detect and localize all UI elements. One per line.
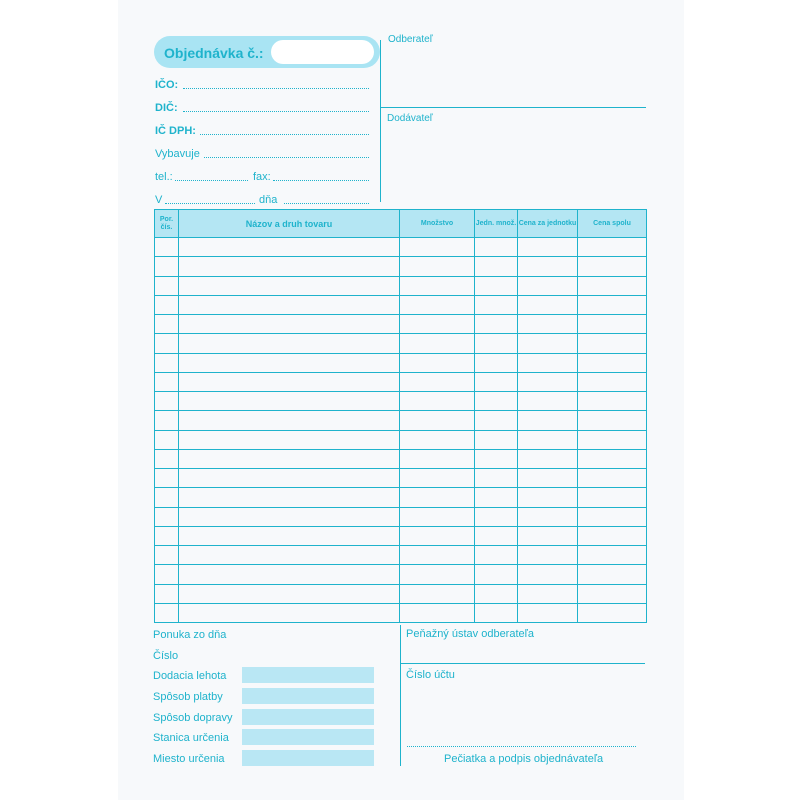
table-cell[interactable] [518,411,578,430]
table-row [155,584,647,603]
table-cell[interactable] [179,430,400,449]
vybavuje-line[interactable] [204,157,369,158]
dodacia-lehota-label: Dodacia lehota [153,670,227,682]
table-row [155,469,647,488]
signature-line[interactable] [407,746,636,747]
table-cell[interactable] [518,449,578,468]
table-cell[interactable] [155,507,179,526]
table-cell[interactable] [475,584,518,603]
table-cell[interactable] [400,334,475,353]
table-cell[interactable] [518,430,578,449]
table-cell[interactable] [578,565,647,584]
tel-label: tel.: [155,171,173,183]
ponuka-label: Ponuka zo dňa [153,629,227,641]
table-cell[interactable] [578,546,647,565]
vybavuje-label: Vybavuje [155,148,200,160]
table-cell[interactable] [179,334,400,353]
table-cell[interactable] [578,584,647,603]
header-divider [380,40,381,202]
table-cell[interactable] [475,372,518,391]
stanica-urcenia-field[interactable] [242,729,374,745]
sposob-dopravy-label: Spôsob dopravy [153,712,233,724]
table-cell[interactable] [578,372,647,391]
table-cell[interactable] [518,353,578,372]
table-row [155,315,647,334]
table-cell[interactable] [155,469,179,488]
table-cell[interactable] [179,295,400,314]
table-cell[interactable] [155,565,179,584]
fax-label: fax: [253,171,271,183]
table-cell[interactable] [155,449,179,468]
order-title: Objednávka č.: [164,45,264,61]
table-cell[interactable] [475,295,518,314]
table-row [155,449,647,468]
v-line[interactable] [165,203,255,204]
table-cell[interactable] [400,411,475,430]
miesto-urcenia-field[interactable] [242,750,374,766]
table-cell[interactable] [179,353,400,372]
items-body [155,238,647,623]
dna-label: dňa [259,194,278,206]
col-header-mnozstvo: Množstvo [400,210,475,238]
table-row [155,276,647,295]
table-cell[interactable] [400,372,475,391]
table-cell[interactable] [475,353,518,372]
table-cell[interactable] [475,526,518,545]
table-row [155,488,647,507]
table-cell[interactable] [578,295,647,314]
table-cell[interactable] [475,334,518,353]
items-table [154,209,647,623]
table-cell[interactable] [578,526,647,545]
footer-divider [400,625,401,766]
table-cell[interactable] [578,334,647,353]
table-cell[interactable] [578,392,647,411]
table-cell[interactable] [578,488,647,507]
table-row [155,565,647,584]
dic-line[interactable] [183,111,369,112]
table-row [155,526,647,545]
table-row [155,392,647,411]
sposob-platby-field[interactable] [242,688,374,704]
table-cell[interactable] [518,295,578,314]
table-cell[interactable] [475,488,518,507]
table-cell[interactable] [475,469,518,488]
table-cell[interactable] [179,584,400,603]
table-row [155,353,647,372]
table-row [155,295,647,314]
table-cell[interactable] [179,526,400,545]
table-cell[interactable] [179,257,400,276]
table-cell[interactable] [578,353,647,372]
table-cell[interactable] [475,507,518,526]
v-label: V [155,194,163,206]
odberatel-label: Odberateľ [388,34,433,45]
table-cell[interactable] [400,238,475,257]
table-cell[interactable] [400,276,475,295]
ico-line[interactable] [183,88,369,89]
table-cell[interactable] [155,584,179,603]
table-cell[interactable] [400,449,475,468]
table-cell[interactable] [155,392,179,411]
table-cell[interactable] [518,469,578,488]
table-cell[interactable] [578,430,647,449]
table-cell[interactable] [475,238,518,257]
table-cell[interactable] [400,565,475,584]
sposob-dopravy-field[interactable] [242,709,374,725]
table-cell[interactable] [179,238,400,257]
table-cell[interactable] [578,411,647,430]
table-cell[interactable] [155,430,179,449]
table-cell[interactable] [400,488,475,507]
table-cell[interactable] [400,584,475,603]
table-cell[interactable] [400,392,475,411]
table-cell[interactable] [155,372,179,391]
table-cell[interactable] [155,526,179,545]
table-cell[interactable] [475,565,518,584]
table-cell[interactable] [179,546,400,565]
table-cell[interactable] [155,603,179,622]
table-cell[interactable] [179,603,400,622]
table-cell[interactable] [155,411,179,430]
stanica-urcenia-label: Stanica určenia [153,732,229,744]
sposob-platby-label: Spôsob platby [153,691,223,703]
ico-label: IČO: [155,79,179,91]
table-cell[interactable] [475,546,518,565]
dodavatel-label: Dodávateľ [387,113,433,124]
signature-label: Pečiatka a podpis objednávateľa [444,753,604,765]
dic-label: DIČ: [155,102,178,114]
table-cell[interactable] [400,507,475,526]
table-cell[interactable] [155,488,179,507]
col-header-nazov: Názov a druh tovaru [179,210,400,238]
table-cell[interactable] [475,430,518,449]
dna-line[interactable] [284,203,369,204]
cislo-uctu-label: Číslo účtu [406,669,455,681]
table-cell[interactable] [155,353,179,372]
penazny-ustav-divider [400,663,645,664]
table-cell[interactable] [518,392,578,411]
table-cell[interactable] [179,372,400,391]
table-row [155,546,647,565]
table-cell[interactable] [578,603,647,622]
table-cell[interactable] [578,315,647,334]
table-cell[interactable] [518,603,578,622]
table-cell[interactable] [179,507,400,526]
table-cell[interactable] [518,526,578,545]
table-cell[interactable] [400,315,475,334]
table-cell[interactable] [179,411,400,430]
table-cell[interactable] [578,449,647,468]
table-row [155,411,647,430]
table-row [155,372,647,391]
table-cell[interactable] [518,315,578,334]
table-row [155,507,647,526]
table-cell[interactable] [578,507,647,526]
table-row [155,238,647,257]
table-cell[interactable] [518,334,578,353]
table-cell[interactable] [400,603,475,622]
table-cell[interactable] [155,315,179,334]
table-cell[interactable] [155,257,179,276]
col-header-jedn: Jedn. množ. [475,210,518,238]
table-cell[interactable] [578,276,647,295]
miesto-urcenia-label: Miesto určenia [153,753,225,765]
col-header-por: Por. čís. [155,210,179,238]
dodacia-lehota-field[interactable] [242,667,374,683]
table-cell[interactable] [400,353,475,372]
ic-dph-line[interactable] [200,134,369,135]
table-cell[interactable] [518,276,578,295]
table-cell[interactable] [475,257,518,276]
odberatel-divider [380,107,646,108]
ic-dph-label: IČ DPH: [155,125,196,137]
table-row [155,603,647,622]
order-number-field[interactable] [271,40,374,64]
col-header-cena-jednotka: Cena za jednotku [518,210,578,238]
table-row [155,334,647,353]
tel-line[interactable] [175,180,248,181]
table-cell[interactable] [518,546,578,565]
table-row [155,430,647,449]
table-cell[interactable] [518,584,578,603]
table-cell[interactable] [578,257,647,276]
table-cell[interactable] [179,276,400,295]
table-cell[interactable] [155,295,179,314]
cislo-label: Číslo [153,650,179,662]
table-cell[interactable] [179,565,400,584]
table-cell[interactable] [475,315,518,334]
table-cell[interactable] [400,430,475,449]
table-cell[interactable] [155,238,179,257]
table-cell[interactable] [155,276,179,295]
table-cell[interactable] [518,372,578,391]
table-cell[interactable] [155,334,179,353]
table-cell[interactable] [518,565,578,584]
table-cell[interactable] [475,449,518,468]
table-cell[interactable] [179,469,400,488]
table-cell[interactable] [400,546,475,565]
table-cell[interactable] [179,449,400,468]
table-cell[interactable] [475,411,518,430]
table-cell[interactable] [400,295,475,314]
table-row [155,257,647,276]
table-cell[interactable] [400,257,475,276]
table-cell[interactable] [179,315,400,334]
fax-line[interactable] [273,180,369,181]
table-cell[interactable] [578,469,647,488]
penazny-ustav-label: Peňažný ústav odberateľa [406,628,534,640]
table-cell[interactable] [400,469,475,488]
table-cell[interactable] [475,276,518,295]
table-cell[interactable] [155,546,179,565]
table-cell[interactable] [400,526,475,545]
table-cell[interactable] [578,238,647,257]
table-cell[interactable] [179,392,400,411]
table-cell[interactable] [518,507,578,526]
col-header-cena-spolu: Cena spolu [578,210,647,238]
table-cell[interactable] [518,257,578,276]
table-cell[interactable] [475,603,518,622]
table-cell[interactable] [518,488,578,507]
table-cell[interactable] [475,392,518,411]
table-cell[interactable] [179,488,400,507]
table-cell[interactable] [518,238,578,257]
table-header-row [155,210,647,238]
